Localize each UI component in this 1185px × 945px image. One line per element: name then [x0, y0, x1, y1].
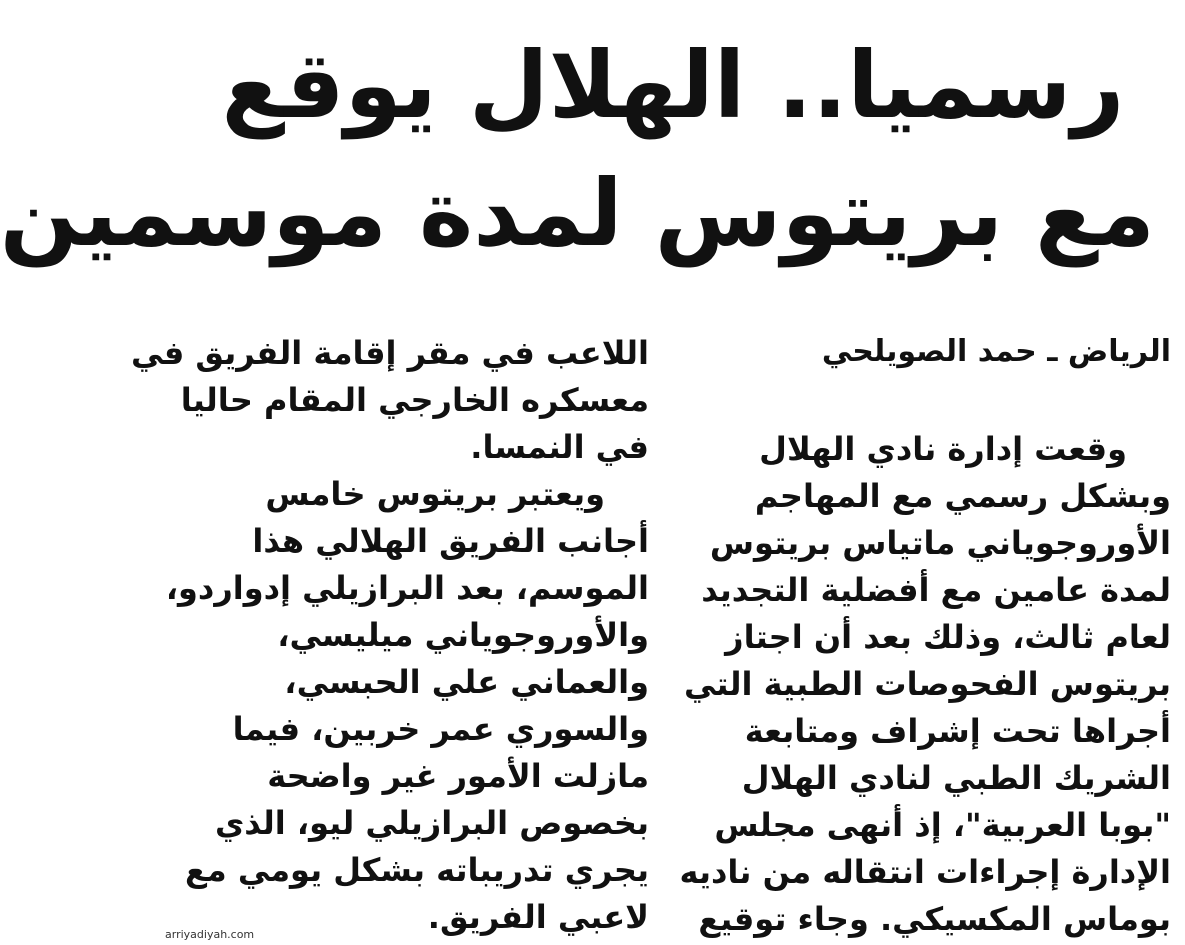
paragraph-line: الأوروجوياني ماتياس بريتوس: [709, 524, 1171, 562]
paragraph-line: في النمسا.: [470, 428, 649, 466]
paragraph-line: لعام ثالث، وذلك بعد أن اجتاز: [725, 618, 1171, 656]
paragraph-line: "بوبا العربية"، إذ أنهى مجلس: [714, 806, 1171, 844]
paragraph-line: والسوري عمر خربين، فيما: [232, 710, 649, 748]
headline: [0, 22, 1155, 278]
paragraph-line: الموسم، بعد البرازيلي إدواردو،: [165, 569, 649, 607]
article-column-left: [130, 330, 649, 941]
headline-line-2: مع بريتوس لمدة موسمين: [0, 160, 1155, 267]
paragraph-line: وبشكل رسمي مع المهاجم: [754, 477, 1171, 515]
article-column-right: [679, 330, 1171, 943]
paragraph-line: والأوروجوياني ميليسي،: [277, 616, 649, 654]
paragraph-line: بوماس المكسيكي. وجاء توقيع: [698, 900, 1171, 938]
paragraph-line: الإدارة إجراءات انتقاله من ناديه: [679, 853, 1171, 891]
paragraph-line: أجراها تحت إشراف ومتابعة: [744, 712, 1171, 750]
paragraph-line: بخصوص البرازيلي ليو، الذي: [214, 804, 649, 842]
paragraph-line: معسكره الخارجي المقام حاليا: [180, 381, 649, 419]
headline-line-1: رسميا.. الهلال يوقع: [221, 32, 1125, 139]
paragraph-line: اللاعب في مقر إقامة الفريق في: [130, 334, 649, 372]
paragraph-line: بريتوس الفحوصات الطبية التي: [684, 665, 1171, 703]
byline: الرياض ـ حمد الصويلحي: [821, 334, 1171, 369]
paragraph-line: ويعتبر بريتوس خامس: [265, 475, 605, 513]
paragraph-line: مازلت الأمور غير واضحة: [267, 757, 649, 795]
site-watermark: arriyadiyah.com: [165, 928, 255, 941]
paragraph-line: لاعبي الفريق.: [427, 898, 649, 936]
paragraph-line: الشريك الطبي لنادي الهلال: [741, 759, 1171, 797]
paragraph-line: أجانب الفريق الهلالي هذا: [252, 522, 649, 560]
paragraph-line: والعماني علي الحبسي،: [284, 663, 649, 701]
paragraph-line: يجري تدريباته بشكل يومي مع: [185, 851, 649, 889]
paragraph-line: وقعت إدارة نادي الهلال: [759, 430, 1127, 468]
paragraph-line: لمدة عامين مع أفضلية التجديد: [701, 571, 1171, 609]
